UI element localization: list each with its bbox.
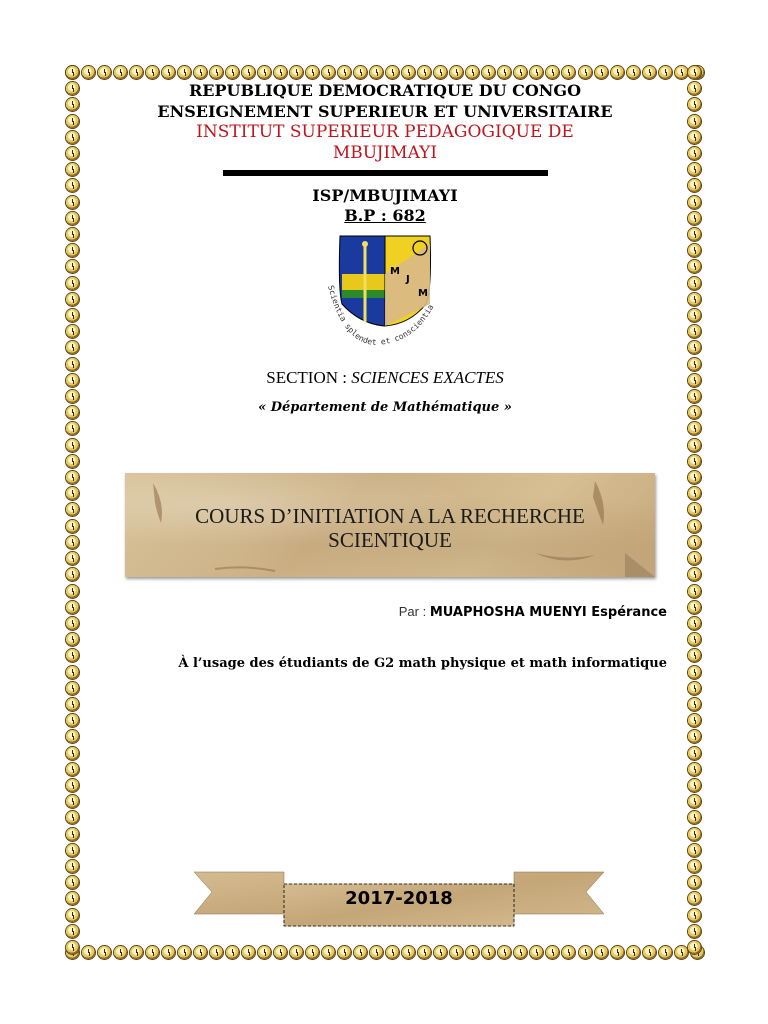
border-clock-ornament (66, 892, 79, 905)
header-line-country: REPUBLIQUE DEMOCRATIQUE DU CONGO (188, 81, 582, 100)
border-clock-ornament (242, 66, 255, 79)
border-clock-ornament (688, 487, 701, 500)
border-clock-ornament (595, 946, 608, 959)
logo-motto-text: Scientia splendet et conscientia (326, 284, 436, 347)
border-clock-ornament (66, 585, 79, 598)
course-title (125, 504, 655, 552)
border-clock-ornament (322, 946, 335, 959)
border-clock-ornament (434, 946, 447, 959)
border-clock-ornament (562, 946, 575, 959)
border-clock-ornament (338, 66, 351, 79)
border-clock-ornament (688, 374, 701, 387)
border-clock-ornament (66, 747, 79, 760)
border-clock-ornament (402, 946, 415, 959)
border-clock-ornament (450, 66, 463, 79)
border-clock-ornament (66, 147, 79, 160)
border-clock-ornament (178, 946, 191, 959)
border-clock-ornament (66, 455, 79, 468)
border-right (688, 66, 704, 954)
border-clock-ornament (66, 666, 79, 679)
border-clock-ornament (258, 946, 271, 959)
border-clock-ornament (688, 228, 701, 241)
border-clock-ornament (66, 406, 79, 419)
border-clock-ornament (114, 66, 127, 79)
border-clock-ornament (688, 909, 701, 922)
border-clock-ornament (66, 779, 79, 792)
border-clock-ornament (688, 763, 701, 776)
header-line-institute: INSTITUT SUPERIEUR PEDAGOGIQUE DE (196, 122, 574, 142)
border-clock-ornament (66, 277, 79, 290)
border-clock-ornament (688, 455, 701, 468)
border-clock-ornament (66, 876, 79, 889)
border-clock-ornament (66, 196, 79, 209)
divider-rule (223, 170, 548, 176)
border-clock-ornament (66, 909, 79, 922)
border-clock-ornament (688, 179, 701, 192)
border-bottom (66, 946, 704, 962)
border-clock-ornament (688, 66, 701, 79)
border-clock-ornament (688, 503, 701, 516)
border-clock-ornament (66, 941, 79, 954)
border-clock-ornament (675, 946, 688, 959)
border-clock-ornament (146, 66, 159, 79)
border-clock-ornament (274, 946, 287, 959)
course-title-line1: COURS D’INITIATION A LA RECHERCHE (195, 504, 585, 528)
border-clock-ornament (627, 946, 640, 959)
border-clock-ornament (688, 892, 701, 905)
border-clock-ornament (66, 374, 79, 387)
border-clock-ornament (370, 66, 383, 79)
border-clock-ornament (434, 66, 447, 79)
border-clock-ornament (688, 196, 701, 209)
border-clock-ornament (66, 98, 79, 111)
border-clock-ornament (688, 520, 701, 533)
border-clock-ornament (688, 941, 701, 954)
border-clock-ornament (338, 946, 351, 959)
border-clock-ornament (688, 422, 701, 435)
border-clock-ornament (688, 439, 701, 452)
border-clock-ornament (688, 163, 701, 176)
border-clock-ornament (66, 212, 79, 225)
header-block (95, 80, 675, 415)
border-clock-ornament (579, 66, 592, 79)
border-clock-ornament (66, 568, 79, 581)
border-clock-ornament (114, 946, 127, 959)
usage-note: À l’usage des étudiants de G2 math physique et math informatique (178, 656, 667, 671)
border-clock-ornament (579, 946, 592, 959)
border-clock-ornament (130, 946, 143, 959)
academic-year: 2017-2018 (345, 888, 453, 909)
border-clock-ornament (514, 66, 527, 79)
border-clock-ornament (146, 946, 159, 959)
border-clock-ornament (162, 66, 175, 79)
border-clock-ornament (514, 946, 527, 959)
border-clock-ornament (688, 147, 701, 160)
border-clock-ornament (306, 946, 319, 959)
border-clock-ornament (688, 82, 701, 95)
border-clock-ornament (66, 471, 79, 484)
border-clock-ornament (98, 946, 111, 959)
border-clock-ornament (688, 747, 701, 760)
border-clock-ornament (82, 946, 95, 959)
border-clock-ornament (290, 66, 303, 79)
border-clock-ornament (130, 66, 143, 79)
border-clock-ornament (675, 66, 688, 79)
border-clock-ornament (688, 293, 701, 306)
border-clock-ornament (466, 946, 479, 959)
border-clock-ornament (66, 649, 79, 662)
border-clock-ornament (688, 649, 701, 662)
border-clock-ornament (66, 341, 79, 354)
border-clock-ornament (688, 585, 701, 598)
border-clock-ornament (688, 876, 701, 889)
border-clock-ornament (643, 946, 656, 959)
border-clock-ornament (66, 811, 79, 824)
institution-logo (320, 234, 450, 352)
border-clock-ornament (688, 277, 701, 290)
border-clock-ornament (66, 131, 79, 144)
border-clock-ornament (242, 946, 255, 959)
border-clock-ornament (66, 503, 79, 516)
border-clock-ornament (66, 860, 79, 873)
border-clock-ornament (386, 66, 399, 79)
border-clock-ornament (194, 66, 207, 79)
border-clock-ornament (530, 66, 543, 79)
border-clock-ornament (688, 682, 701, 695)
logo-letter-j: J (406, 274, 410, 285)
border-clock-ornament (562, 66, 575, 79)
border-clock-ornament (595, 66, 608, 79)
border-clock-ornament (66, 260, 79, 273)
section-name: SCIENCES EXACTES (351, 368, 504, 387)
border-clock-ornament (546, 946, 559, 959)
border-clock-ornament (66, 730, 79, 743)
header-line-ministry: ENSEIGNEMENT SUPERIEUR ET UNIVERSITAIRE (157, 102, 613, 121)
border-clock-ornament (178, 66, 191, 79)
border-clock-ornament (66, 552, 79, 565)
border-clock-ornament (688, 925, 701, 938)
border-clock-ornament (688, 131, 701, 144)
border-clock-ornament (688, 795, 701, 808)
border-clock-ornament (659, 946, 672, 959)
border-clock-ornament (546, 66, 559, 79)
border-clock-ornament (498, 66, 511, 79)
border-clock-ornament (688, 260, 701, 273)
border-clock-ornament (66, 293, 79, 306)
section-label: SECTION : (266, 368, 352, 387)
border-clock-ornament (688, 471, 701, 484)
author-label: Par : (398, 604, 430, 619)
border-clock-ornament (611, 66, 624, 79)
border-clock-ornament (66, 714, 79, 727)
border-clock-ornament (688, 828, 701, 841)
border-clock-ornament (66, 536, 79, 549)
logo-letter-m2: M (418, 288, 428, 299)
border-clock-ornament (66, 682, 79, 695)
border-clock-ornament (688, 811, 701, 824)
border-clock-ornament (66, 228, 79, 241)
border-clock-ornament (354, 66, 367, 79)
department: « Département de Mathématique » (258, 400, 512, 415)
border-clock-ornament (194, 946, 207, 959)
border-clock-ornament (688, 568, 701, 581)
border-clock-ornament (466, 66, 479, 79)
border-clock-ornament (688, 714, 701, 727)
postal-box: B.P : 682 (344, 206, 426, 225)
border-clock-ornament (688, 98, 701, 111)
border-clock-ornament (402, 66, 415, 79)
year-ribbon (194, 870, 604, 930)
border-clock-ornament (370, 946, 383, 959)
border-clock-ornament (688, 779, 701, 792)
border-clock-ornament (66, 828, 79, 841)
border-clock-ornament (643, 66, 656, 79)
border-clock-ornament (688, 536, 701, 549)
border-clock-ornament (66, 439, 79, 452)
border-clock-ornament (530, 946, 543, 959)
course-title-line2: SCIENTIQUE (328, 528, 452, 552)
border-clock-ornament (66, 844, 79, 857)
border-clock-ornament (66, 390, 79, 403)
border-clock-ornament (66, 617, 79, 630)
border-clock-ornament (688, 309, 701, 322)
border-clock-ornament (482, 946, 495, 959)
border-clock-ornament (659, 66, 672, 79)
border-clock-ornament (688, 730, 701, 743)
border-clock-ornament (66, 115, 79, 128)
border-clock-ornament (274, 66, 287, 79)
border-clock-ornament (210, 66, 223, 79)
border-clock-ornament (66, 763, 79, 776)
border-clock-ornament (688, 552, 701, 565)
border-clock-ornament (210, 946, 223, 959)
border-clock-ornament (66, 179, 79, 192)
border-clock-ornament (418, 946, 431, 959)
border-clock-ornament (66, 520, 79, 533)
border-clock-ornament (627, 66, 640, 79)
border-clock-ornament (482, 66, 495, 79)
border-clock-ornament (66, 795, 79, 808)
border-clock-ornament (162, 946, 175, 959)
border-clock-ornament (386, 946, 399, 959)
border-clock-ornament (66, 487, 79, 500)
border-clock-ornament (418, 66, 431, 79)
border-clock-ornament (688, 390, 701, 403)
border-clock-ornament (688, 844, 701, 857)
border-clock-ornament (66, 601, 79, 614)
border-clock-ornament (66, 633, 79, 646)
border-clock-ornament (354, 946, 367, 959)
border-clock-ornament (66, 163, 79, 176)
border-clock-ornament (688, 115, 701, 128)
border-clock-ornament (322, 66, 335, 79)
author-line (95, 604, 667, 620)
course-title-banner (125, 473, 655, 577)
border-clock-ornament (66, 325, 79, 338)
border-clock-ornament (66, 244, 79, 257)
border-clock-ornament (688, 617, 701, 630)
border-clock-ornament (290, 946, 303, 959)
page-fold (625, 553, 655, 577)
author-name: MUAPHOSHA MUENYI Espérance (429, 605, 667, 620)
border-clock-ornament (450, 946, 463, 959)
border-clock-ornament (611, 946, 624, 959)
border-clock-ornament (66, 82, 79, 95)
border-clock-ornament (688, 666, 701, 679)
border-clock-ornament (66, 309, 79, 322)
border-clock-ornament (226, 946, 239, 959)
border-clock-ornament (498, 946, 511, 959)
border-clock-ornament (98, 66, 111, 79)
border-clock-ornament (66, 422, 79, 435)
border-clock-ornament (688, 601, 701, 614)
border-clock-ornament (688, 325, 701, 338)
border-clock-ornament (688, 698, 701, 711)
border-clock-ornament (688, 244, 701, 257)
border-clock-ornament (66, 358, 79, 371)
border-clock-ornament (226, 66, 239, 79)
border-clock-ornament (66, 66, 79, 79)
border-clock-ornament (688, 860, 701, 873)
border-clock-ornament (688, 406, 701, 419)
border-clock-ornament (258, 66, 271, 79)
border-clock-ornament (688, 358, 701, 371)
border-clock-ornament (688, 212, 701, 225)
section-line (95, 368, 675, 388)
border-clock-ornament (66, 698, 79, 711)
border-left (66, 66, 82, 954)
border-clock-ornament (688, 341, 701, 354)
border-clock-ornament (688, 633, 701, 646)
border-clock-ornament (306, 66, 319, 79)
header-line-city: MBUJIMAYI (332, 143, 438, 163)
institution-abbr: ISP/MBUJIMAYI (312, 186, 458, 205)
border-clock-ornament (82, 66, 95, 79)
logo-letter-m1: M (390, 266, 400, 277)
border-clock-ornament (66, 925, 79, 938)
